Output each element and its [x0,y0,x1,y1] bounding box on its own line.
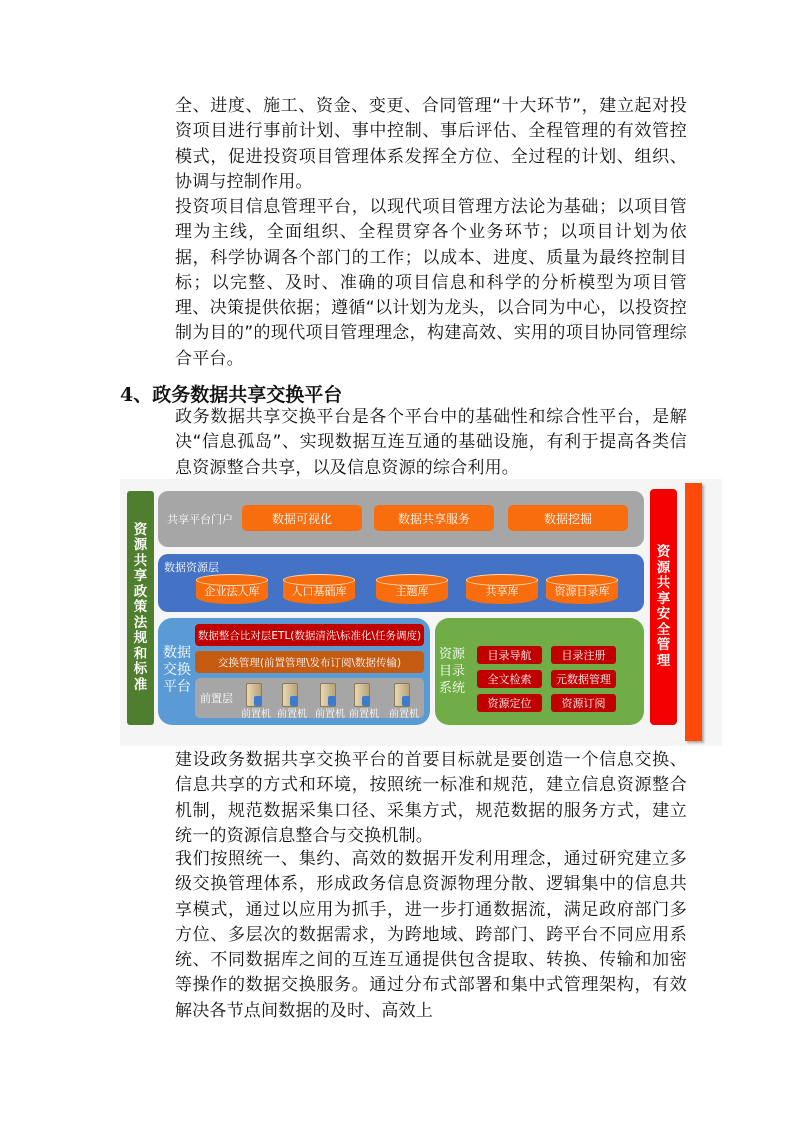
paragraph-primary-goal: 建设政务数据共享交换平台的首要目标就是要创造一个信息交换、信息共享的方式和环境，按照统一标准和规范，建立信息资源整合机制，规范数据采集口径、采集方式，规范数据的服务方式，建立统一的资源信息整合与交换机制。 [175,750,687,846]
architecture-diagram [120,479,722,746]
catalog-item-fulltext-search: 全文检索 [477,670,542,688]
server-icon [347,681,379,720]
catalog-item-registration: 目录注册 [551,646,616,664]
front-layer-label: 前置层 [200,692,233,705]
decorative-orange-bar [685,483,702,741]
database-shared: 共享库 [466,574,538,604]
catalog-system [435,618,644,725]
server-label: 前置机 [389,709,419,720]
catalog-system-label: 资源目录系统 [439,647,466,696]
server-label: 前置机 [277,709,307,720]
security-management-label: 资源共享安全管理 [656,544,671,669]
server-label: 前置机 [241,709,271,720]
server-icon [239,681,271,720]
etl-layer: 数据整合比对层ETL(数据清洗\标准化\任务调度) [195,624,424,646]
server-label: 前置机 [315,709,345,720]
exchange-management: 交换管理(前置管理\发布订阅\数据传输) [195,651,424,673]
exchange-platform [158,618,430,725]
policy-standards-label: 资源共享政策法规和标准 [133,521,148,693]
policy-standards-bar [127,491,154,725]
security-management-bar [650,489,677,725]
paragraph-investment-platform: 投资项目信息管理平台，以现代项目管理方法论为基础；以项目管理为主线，全面组织、全程贯穿各个业务环节；以项目计划为依据，科学协调各个部门的工作；以成本、进度、质量为最终控制目标；以完整、及时、准确的项目信息和科学的分析模型为项目管理、决策提供依据；遵循“以计划为龙头，以合同为中心，以投资控制为目的”的现代项目管理理念，构建高效、实用的项目协同管理综合平台。 [175,197,687,369]
exchange-platform-label: 数据交换平台 [163,645,191,695]
resource-layer [158,554,644,612]
catalog-item-navigation: 目录导航 [477,646,542,664]
database-population: 人口基础库 [283,574,355,604]
front-layer [195,678,424,718]
resource-layer-label: 数据资源层 [164,561,219,574]
catalog-item-subscribe: 资源订阅 [551,694,616,712]
server-icon [313,681,345,720]
database-enterprise: 企业法人库 [196,574,268,604]
portal-item-data-mining: 数据挖掘 [508,505,628,531]
portal-item-sharing-service: 数据共享服务 [374,505,494,531]
server-icon [275,681,307,720]
server-label: 前置机 [349,709,379,720]
section-heading: 4、政务数据共享交换平台 [120,384,343,406]
portal-layer-label: 共享平台门户 [167,513,233,526]
paragraph-approach: 我们按照统一、集约、高效的数据开发利用理念，通过研究建立多级交换管理体系，形成政务信息资源物理分散、逻辑集中的信息共享模式，通过以应用为抓手，进一步打通数据流，满足政府部门多方位、多层次的数据需求，为跨地域、跨部门、跨平台不同应用系统、不同数据库之间的互连互通提供包含提取、转换、传输和加密等操作的数据交换服务。通过分布式部署和集中式管理架构，有效解决各节点间数据的及时、高效上 [175,849,687,1021]
paragraph-ten-links: 全、进度、施工、资金、变更、合同管理“十大环节”，建立起对投资项目进行事前计划、事中控制、事后评估、全程管理的有效管控模式，促进投资项目管理体系发挥全方位、全过程的计划、组织、协调与控制作用。 [175,96,687,192]
paragraph-platform-intro: 政务数据共享交换平台是各个平台中的基础性和综合性平台，是解决“信息孤岛”、实现数据互连互通的基础设施，有利于提高各类信息资源整合共享，以及信息资源的综合利用。 [175,407,687,478]
server-icon [387,681,419,720]
portal-item-visualization: 数据可视化 [242,505,362,531]
portal-layer [158,491,644,547]
catalog-item-metadata: 元数据管理 [551,670,616,688]
database-topic: 主题库 [376,574,448,604]
catalog-item-locate: 资源定位 [477,694,542,712]
database-catalog: 资源目录库 [546,574,618,604]
